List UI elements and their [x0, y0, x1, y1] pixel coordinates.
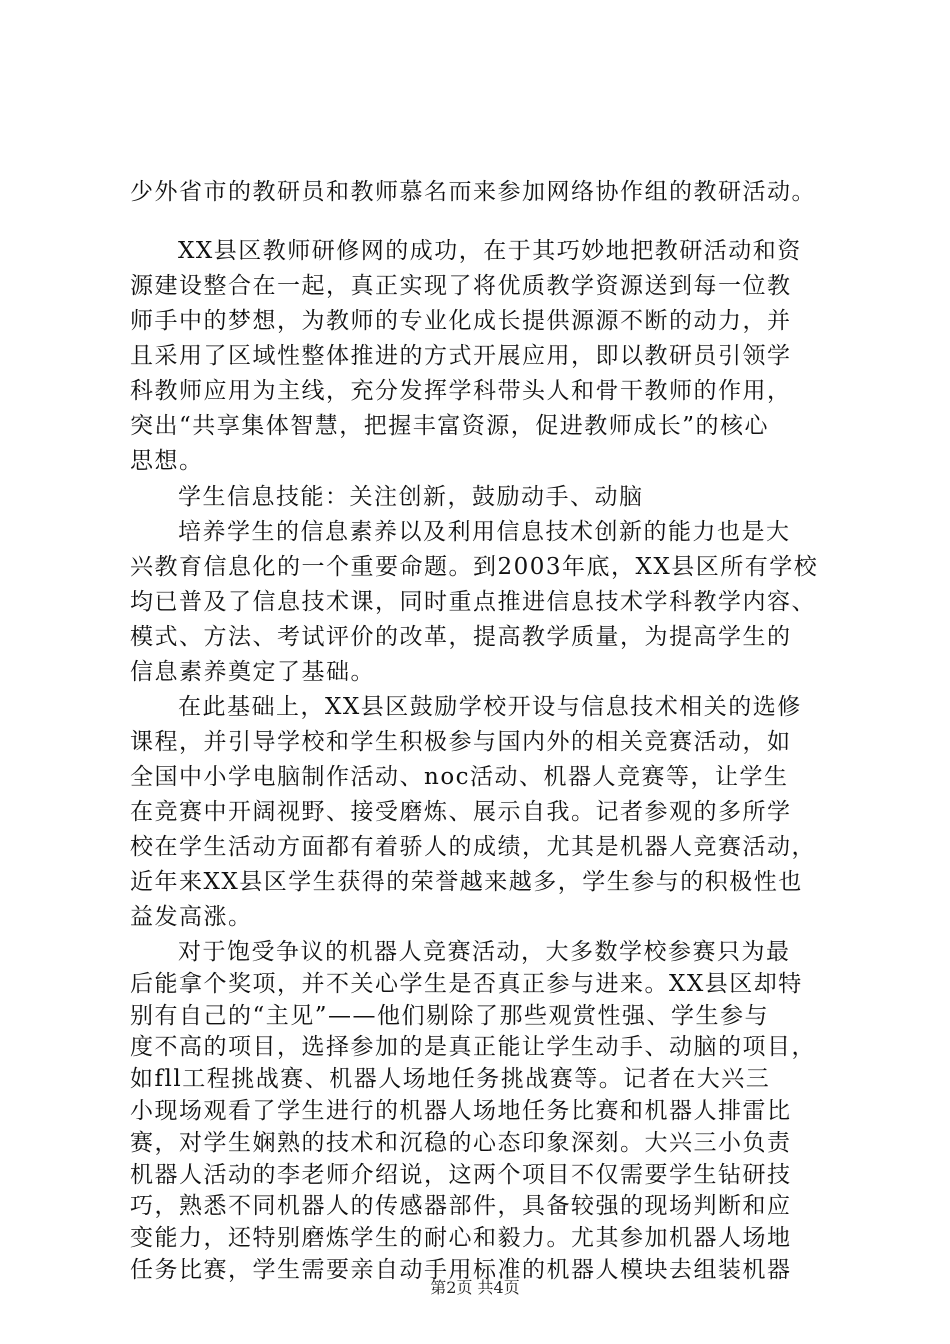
paragraph-line: 培养学生的信息素养以及利用信息技术创新的能力也是大	[178, 519, 791, 545]
paragraph-line: 后能拿个奖项，并不关心学生是否真正参与进来。XX县区却特	[130, 970, 803, 997]
paragraph-line: 且采用了区域性整体推进的方式开展应用，即以教研员引领学	[130, 343, 792, 369]
section-heading: 学生信息技能：关注创新，鼓励动手、动脑	[178, 484, 644, 510]
paragraph-line: 少外省市的教研员和教师慕名而来参加网络协作组的教研活动。	[130, 179, 816, 205]
paragraph-line: 突出“共享集体智慧，把握丰富资源，促进教师成长”的核心	[130, 413, 770, 439]
paragraph-line: 对于饱受争议的机器人竞赛活动，大多数学校参赛只为最	[178, 939, 791, 965]
paragraph-line: 思想。	[130, 448, 204, 474]
paragraph-line: 任务比赛，学生需要亲自动手用标准的机器人模块去组装机器	[130, 1257, 792, 1283]
paragraph-line: 课程，并引导学校和学生积极参与国内外的相关竞赛活动，如	[130, 729, 792, 755]
paragraph-line: 师手中的梦想，为教师的专业化成长提供源源不断的动力，并	[130, 308, 792, 334]
paragraph-line: XX县区教师研修网的成功，在于其巧妙地把教研活动和资	[178, 238, 802, 264]
paragraph-line: 信息素养奠定了基础。	[130, 659, 375, 685]
paragraph-line: 在此基础上，XX县区鼓励学校开设与信息技术相关的选修	[178, 694, 802, 720]
paragraph-line: 校在学生活动方面都有着骄人的成绩，尤其是机器人竞赛活动，	[130, 834, 816, 860]
paragraph-line: 益发高涨。	[130, 904, 253, 930]
paragraph-line: 别有自己的“主见”——他们剔除了那些观赏性强、学生参与	[130, 1002, 770, 1029]
paragraph-line: 源建设整合在一起，真正实现了将优质教学资源送到每一位教	[130, 273, 792, 299]
paragraph-line: 全国中小学电脑制作活动、noc活动、机器人竞赛等，让学生	[130, 764, 789, 790]
paragraph-line: 巧，熟悉不同机器人的传感器部件，具备较强的现场判断和应	[130, 1193, 792, 1220]
paragraph-line: 机器人活动的李老师介绍说，这两个项目不仅需要学生钻研技	[130, 1161, 792, 1188]
paragraph-line: 如fll工程挑战赛、机器人场地任务挑战赛等。记者在大兴三	[130, 1066, 771, 1093]
paragraph-line: 变能力，还特别磨炼学生的耐心和毅力。尤其参加机器人场地	[130, 1225, 792, 1252]
page-footer: 第2页 共4页	[430, 1278, 520, 1297]
paragraph-line: 度不高的项目，选择参加的是真正能让学生动手、动脑的项目，	[130, 1034, 816, 1061]
paragraph-line: 兴教育信息化的一个重要命题。到2003年底，XX县区所有学校	[130, 554, 819, 580]
paragraph-line: 赛，对学生娴熟的技术和沉稳的心态印象深刻。大兴三小负责	[130, 1129, 792, 1156]
paragraph-line: 小现场观看了学生进行的机器人场地任务比赛和机器人排雷比	[130, 1098, 792, 1124]
paragraph-line: 模式、方法、考试评价的改革，提高教学质量，为提高学生的	[130, 624, 792, 650]
paragraph-line: 近年来XX县区学生获得的荣誉越来越多，学生参与的积极性也	[130, 869, 803, 895]
paragraph-line: 在竞赛中开阔视野、接受磨炼、展示自我。记者参观的多所学	[130, 799, 792, 825]
paragraph-line: 科教师应用为主线，充分发挥学科带头人和骨干教师的作用，	[130, 378, 792, 404]
paragraph-line: 均已普及了信息技术课，同时重点推进信息技术学科教学内容、	[130, 589, 816, 615]
